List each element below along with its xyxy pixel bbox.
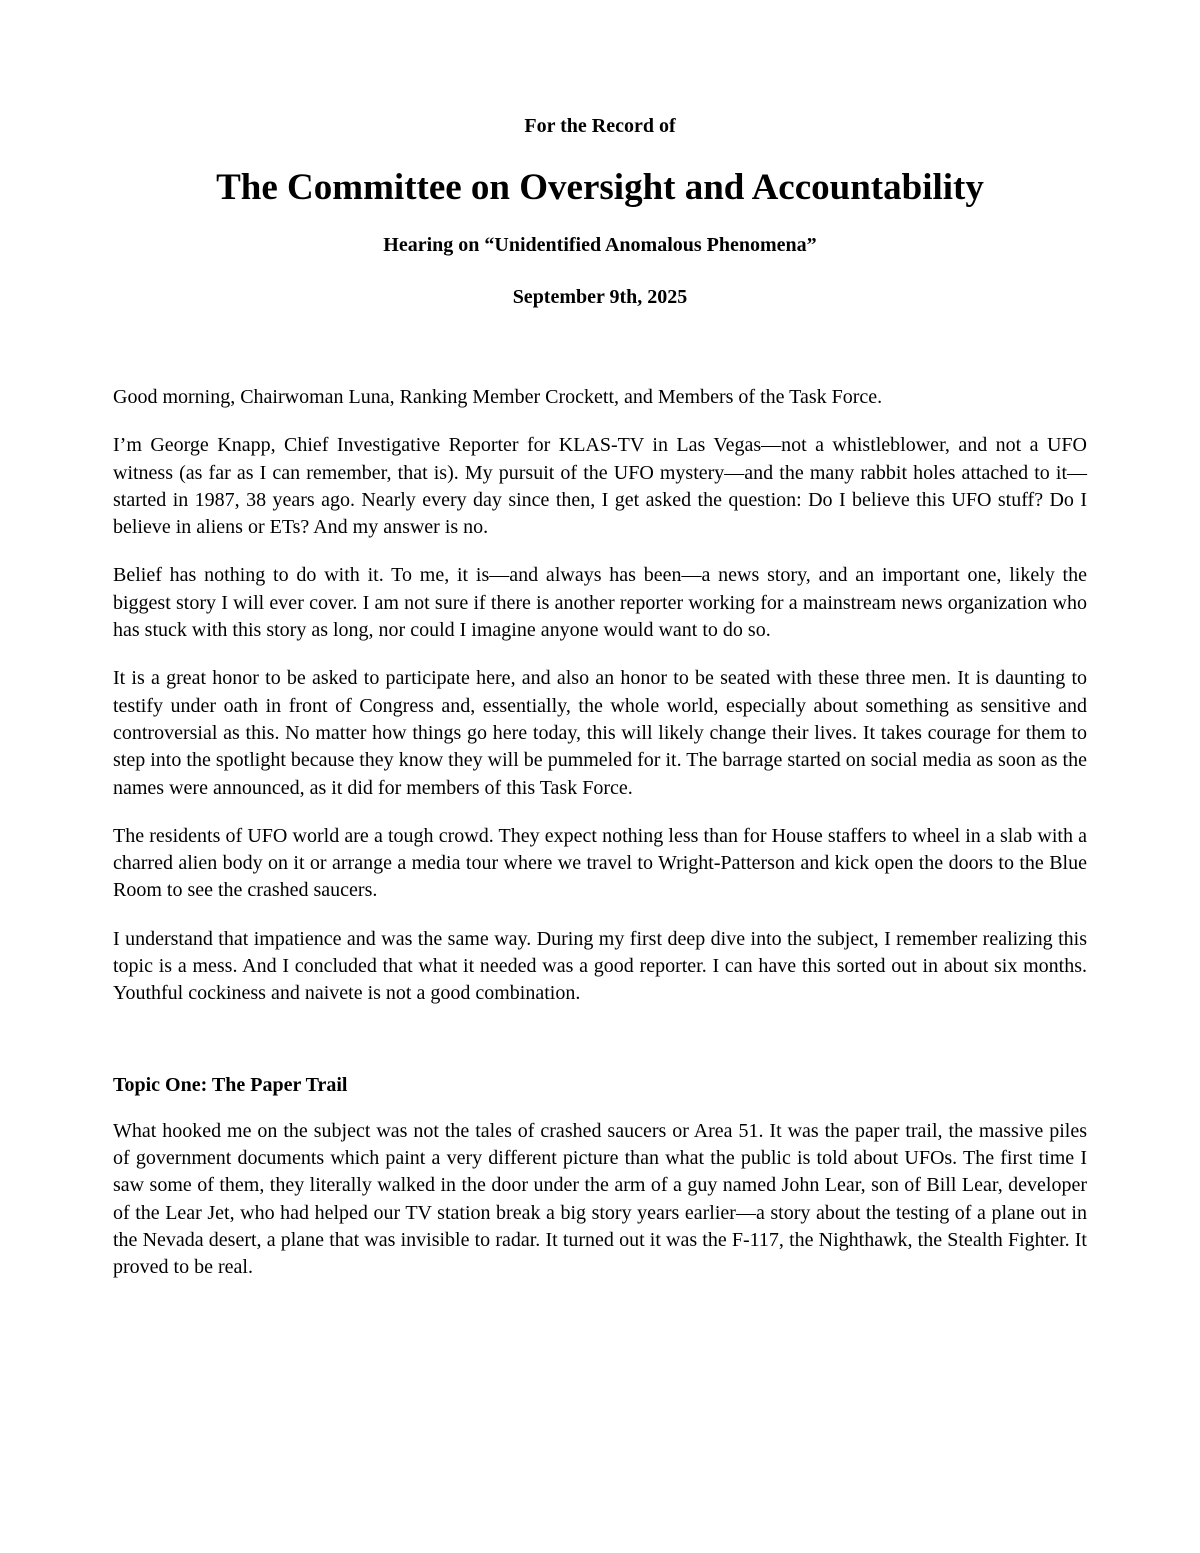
section-heading-paper-trail: Topic One: The Paper Trail xyxy=(113,1073,348,1096)
paragraph-paper-trail: What hooked me on the subject was not the tales of crashed saucers or Area 51. It was the paper trail, the massive piles of government documents which paint a very different picture than what the public is told about UFOs. The first time I saw some of them, they literally walked in the door under the arm of a guy named John Lear, son of Bill Lear, developer of the Lear Jet, who had helped our TV station break a big story years earlier—a story about the testing of a plane out in the Nevada desert, a plane that was invisible to radar. It turned out it was the F-117, the Nighthawk, the Stealth Fighter. It proved to be real. xyxy=(113,1119,1087,1279)
testimony-body xyxy=(113,384,1087,1281)
paragraph-ufo-world: The residents of UFO world are a tough crowd. They expect nothing less than for House staffers to wheel in a slab with a charred alien body on it or arrange a media tour where we travel to Wright-Patterson and kick open the doors to the Blue Room to see the crashed saucers. xyxy=(113,824,1087,902)
paragraph-belief: Belief has nothing to do with it. To me, it is—and always has been—a news story, and an important one, likely the biggest story I will ever cover. I am not sure if there is another reporter working for a mainstream news organization who has stuck with this story as long, nor could I imagine anyone would want to do so. xyxy=(113,564,1087,642)
committee-title: The Committee on Oversight and Accountability xyxy=(216,167,984,208)
paragraph-greeting: Good morning, Chairwoman Luna, Ranking Member Crockett, and Members of the Task Force. xyxy=(113,386,883,408)
paragraph-impatience: I understand that impatience and was the same way. During my first deep dive into the subject, I remember realizing this topic is a mess. And I concluded that what it needed was a good reporter. I can have this sorted out in about six months. Youthful cockiness and naivete is not a good combination. xyxy=(113,927,1087,1005)
hearing-date: September 9th, 2025 xyxy=(512,286,688,308)
paragraph-honor: It is a great honor to be asked to participate here, and also an honor to be seated with these three men. It is daunting to testify under oath in front of Congress and, essentially, the whole world, especially about something as sensitive and controversial as this. No matter how things go here today, this will likely change their lives. It takes courage for them to step into the spotlight because they know they will be pummeled for it. The barrage started on social media as soon as the names were announced, as it did for members of this Task Force. xyxy=(113,667,1087,799)
record-kicker: For the Record of xyxy=(524,115,676,137)
hearing-subtitle: Hearing on “Unidentified Anomalous Phenomena” xyxy=(383,234,817,256)
paragraph-introduction: I’m George Knapp, Chief Investigative Reporter for KLAS-TV in Las Vegas—not a whistleblower, and not a UFO witness (as far as I can remember, that is). My pursuit of the UFO mystery—and the many rabbit holes attached to it—started in 1987, 38 years ago. Nearly every day since then, I get asked the question: Do I believe this UFO stuff? Do I believe in aliens or ETs? And my answer is no. xyxy=(113,434,1087,539)
document-header xyxy=(113,113,1087,310)
